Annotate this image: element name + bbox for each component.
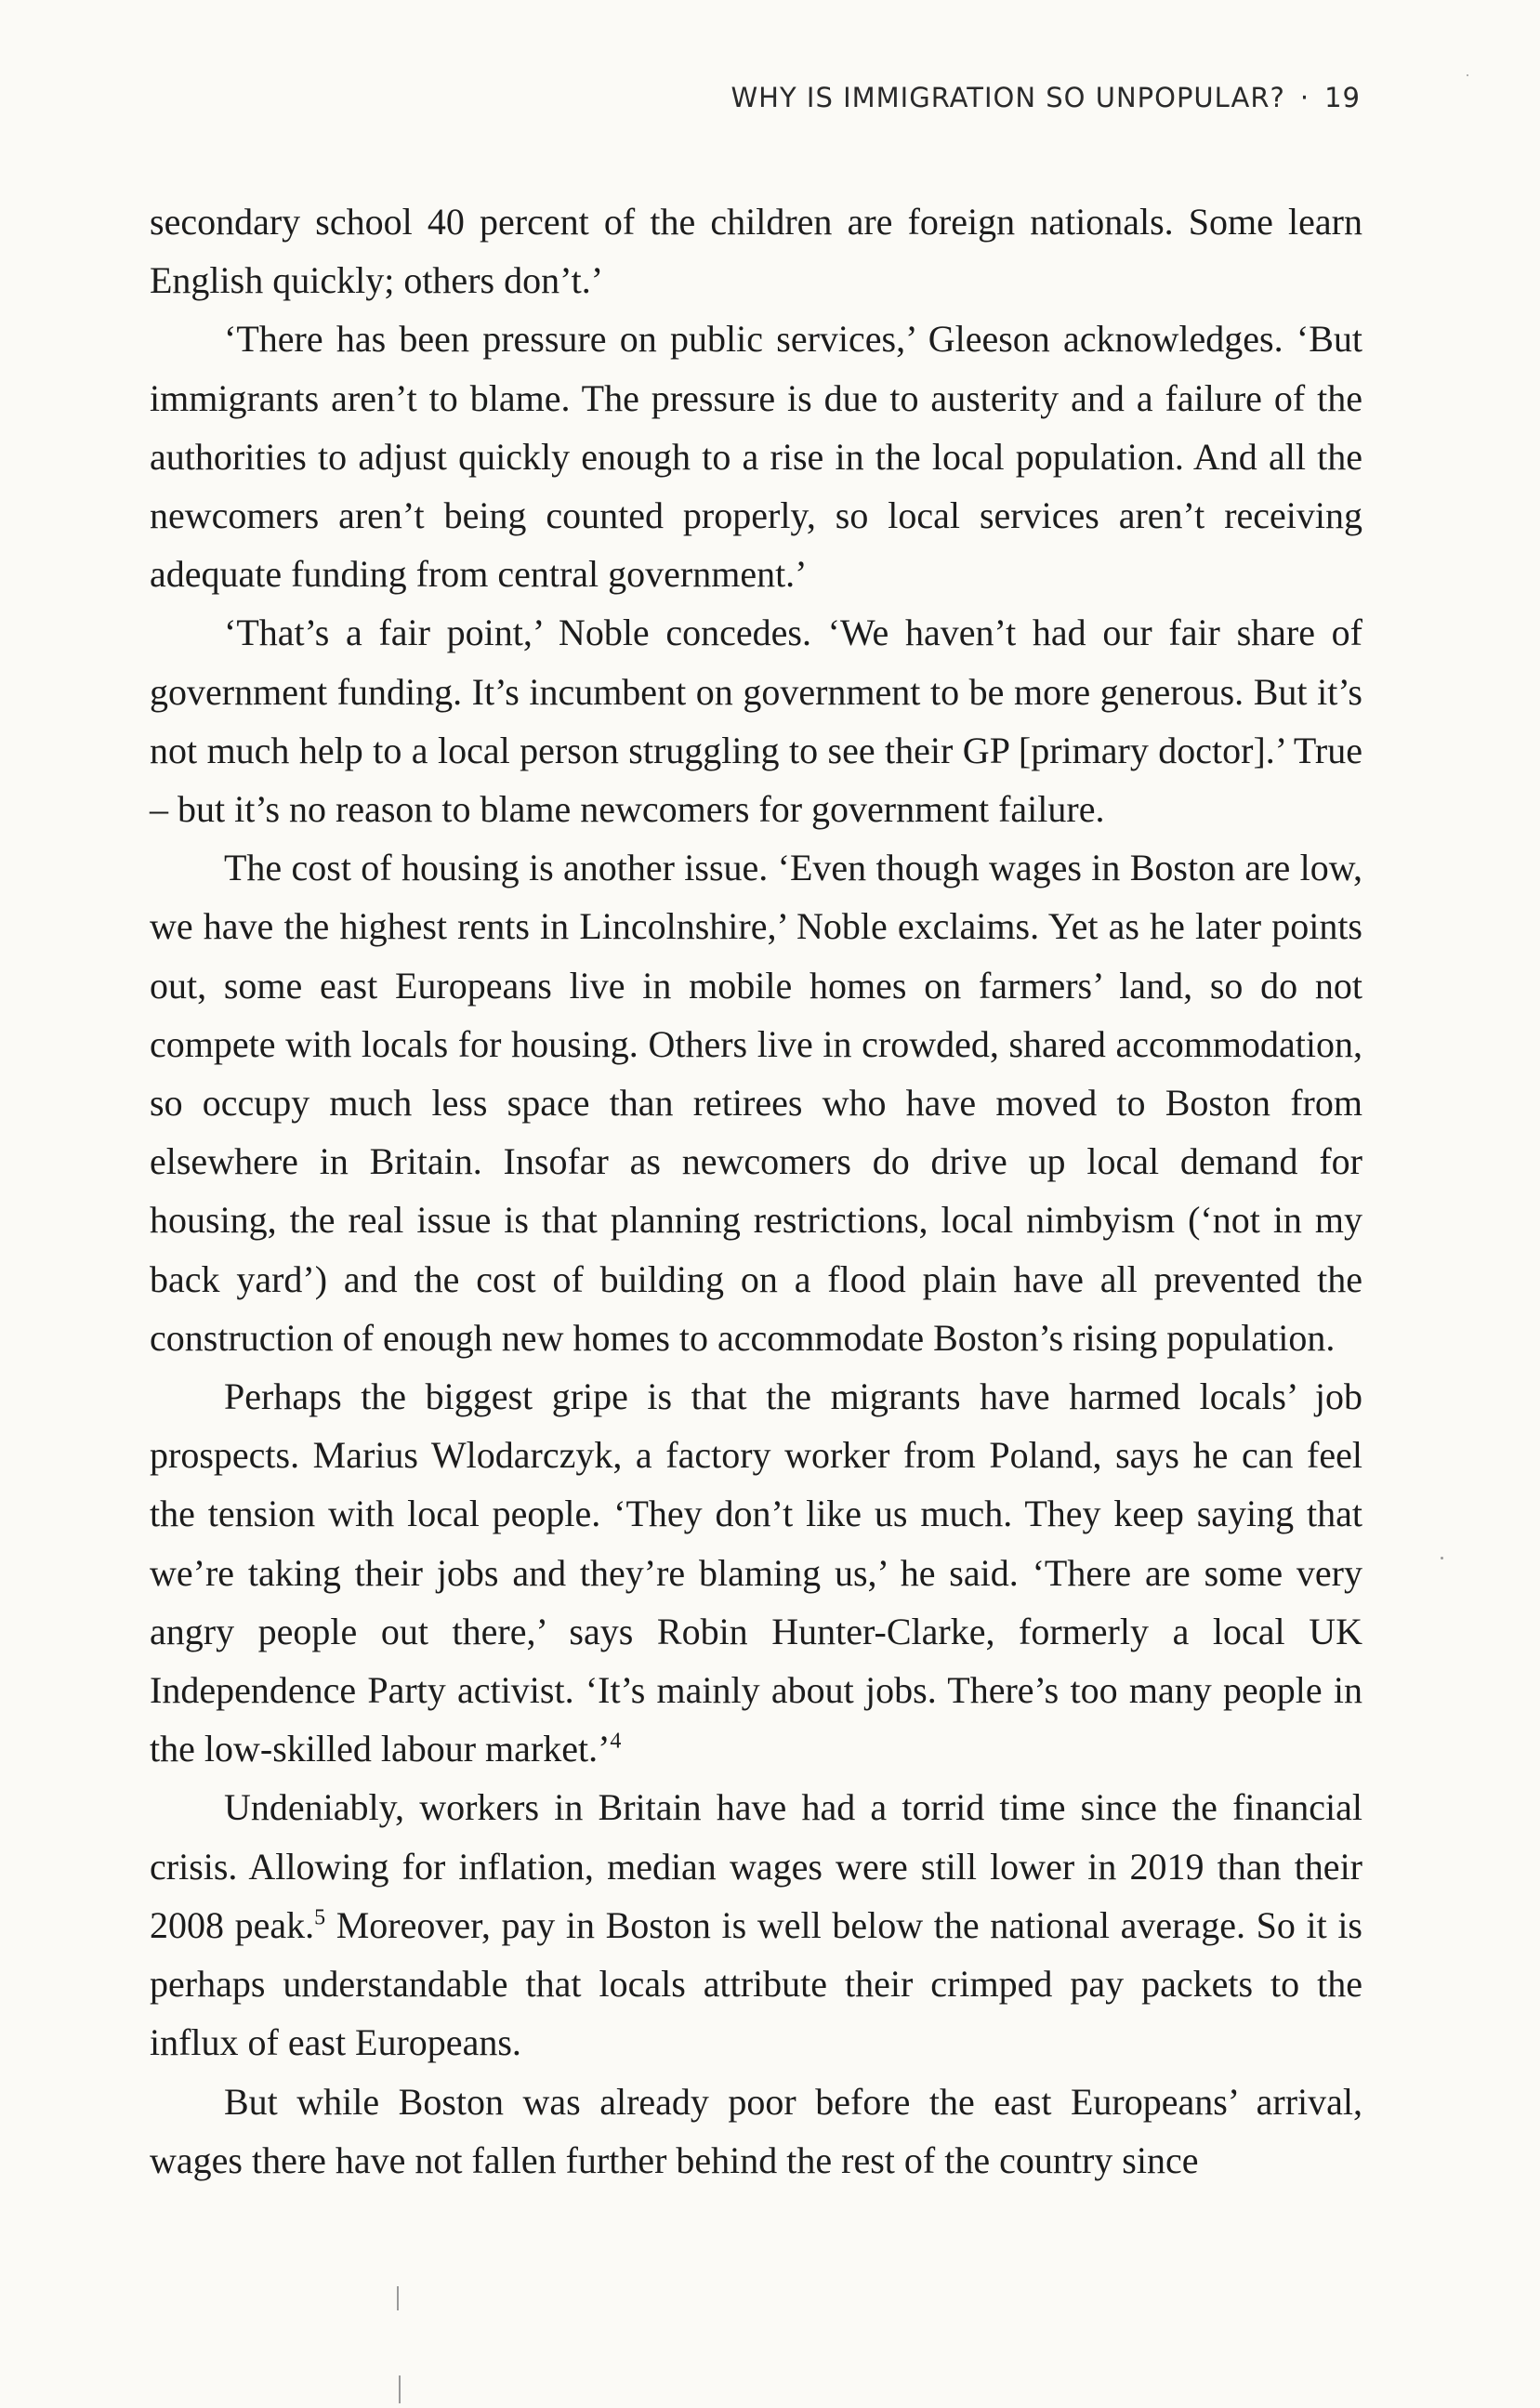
page-number: 19 xyxy=(1324,82,1361,113)
paragraph-boston-poor: But while Boston was already poor before the east Europeans’ arrival, wages there have not fallen further behind the rest of the country since xyxy=(150,2080,1362,2181)
paragraph-text: Undeniably, workers in Britain have had a torrid time since the financial crisis. Allowing for inflation, median wages were still lower in 2019 than their 2008 peak. xyxy=(150,1786,1362,1946)
running-header xyxy=(731,82,1361,113)
paragraph-job-prospects xyxy=(150,1367,1362,1778)
scan-speck xyxy=(399,2375,401,2403)
paragraph-text: Moreover, pay in Boston is well below the national average. So it is perhaps understandable that locals attribute their crimped pay packets to the influx of east Europeans. xyxy=(150,1903,1362,2064)
paragraph-wages xyxy=(150,1778,1362,2072)
chapter-title: WHY IS IMMIGRATION SO UNPOPULAR? xyxy=(731,82,1285,113)
paragraph-text: Perhaps the biggest gripe is that the migrants have harmed locals’ job prospects. Marius Wlodarczyk, a factory worker from Poland, says he can feel the tension with local people. ‘They don’t like us much. They keep saying that we’re taking their jobs and they’re blaming us,’ he said. ‘There are some very angry people out there,’ says Robin Hunter-Clarke, formerly a local UK Independence Party activist. ‘It’s mainly about jobs. There’s too many people in the low-skilled labour market.’ xyxy=(150,1375,1362,1770)
scan-speck xyxy=(397,2286,399,2310)
paragraph-gleeson-quote: ‘There has been pressure on public services,’ Gleeson acknowledges. ‘But immigrants aren’t to blame. The pressure is due to austerity and a failure of the authorities to adjust quickly enough to a rise in the local population. And all the newcomers aren’t being counted properly, so local services aren’t receiving adequate funding from central government.’ xyxy=(150,318,1362,596)
body-text xyxy=(150,192,1362,2190)
scan-speck xyxy=(1467,74,1468,76)
footnote-marker: 5 xyxy=(314,1905,326,1930)
scan-speck xyxy=(1441,1557,1443,1559)
paragraph-continuation: secondary school 40 percent of the children are foreign nationals. Some learn English quickly; others don’t.’ xyxy=(150,201,1362,302)
header-separator: · xyxy=(1299,82,1310,113)
footnote-marker: 4 xyxy=(610,1729,622,1754)
paragraph-noble-concedes: ‘That’s a fair point,’ Noble concedes. ‘We haven’t had our fair share of government funding. It’s incumbent on government to be more generous. But it’s not much help to a local person struggling to see their GP [primary doctor].’ True – but it’s no reason to blame newcomers for government failure. xyxy=(150,612,1362,831)
paragraph-housing: The cost of housing is another issue. ‘Even though wages in Boston are low, we have the highest rents in Lincolnshire,’ Noble exclaims. Yet as he later points out, some east Europeans live in mobile homes on farmers’ land, so do not compete with locals for housing. Others live in crowded, shared accommodation, so occupy much less space than retirees who have moved to Boston from elsewhere in Britain. Insofar as newcomers do drive up local demand for housing, the real issue is that planning restrictions, local nimbyism (‘not in my back yard’) and the cost of building on a flood plain have all prevented the construction of enough new homes to accommodate Boston’s rising population. xyxy=(150,847,1362,1359)
